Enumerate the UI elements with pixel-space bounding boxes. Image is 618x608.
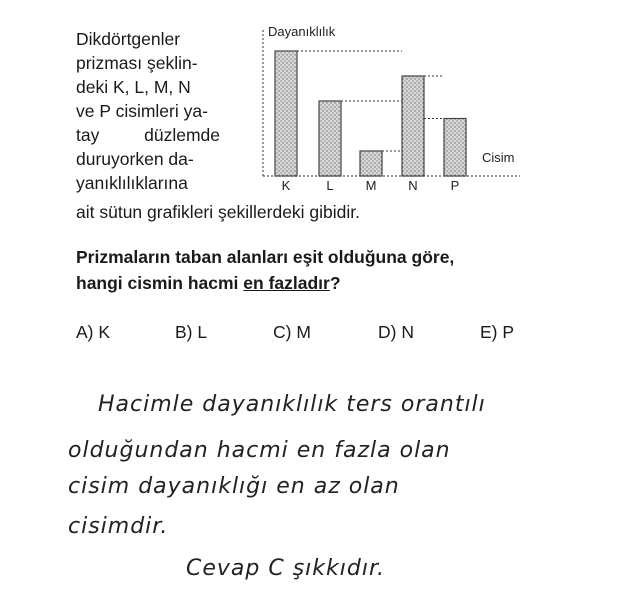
intro-line: prizması şeklin- (76, 53, 198, 73)
choice-c[interactable]: C) M (273, 322, 311, 342)
handwritten-answer: Cevap C şıkkıdır. (186, 556, 385, 581)
question-line-2 (76, 270, 556, 296)
durability-bar-chart (238, 10, 538, 210)
bar-k (275, 51, 297, 176)
intro-line: ve P cisimleri ya- (76, 101, 208, 121)
choice-a[interactable]: A) K (76, 322, 111, 342)
tick-label-p: P (450, 178, 460, 193)
intro-line: tay düzlemde (76, 125, 220, 145)
bar-n (402, 76, 424, 176)
choice-d[interactable]: D) N (378, 322, 414, 342)
bar-p (444, 119, 466, 177)
handwritten-line: cisim dayanıklığı en az olan (68, 474, 400, 499)
handwritten-line: olduğundan hacmi en fazla olan (68, 438, 451, 463)
question-mark: ? (329, 273, 341, 293)
intro-last-line: ait sütun grafikleri şekillerdeki gibidir. (76, 202, 361, 222)
tick-label-m: M (365, 178, 377, 193)
choice-b[interactable]: B) L (175, 322, 208, 342)
intro-line: deki K, L, M, N (76, 77, 191, 97)
intro-line: duruyorken da- (76, 149, 194, 169)
question-prefix: hangi cismin hacmi (76, 273, 244, 293)
tick-label-l: L (326, 178, 334, 193)
question-emphasis: en fazladır (243, 273, 330, 293)
bar-m (360, 151, 382, 176)
tick-label-n: N (408, 178, 418, 193)
chart-xlabel: Cisim (482, 150, 515, 165)
choice-e[interactable]: E) P (480, 322, 515, 342)
intro-line: yanıklılıklarına (76, 173, 188, 193)
handwritten-line: Hacimle dayanıklılık ters orantılı (98, 392, 486, 417)
intro-line: Dikdörtgenler (76, 29, 181, 49)
question-text (76, 244, 556, 296)
bar-l (319, 101, 341, 176)
handwritten-line: cisimdir. (68, 514, 169, 539)
tick-label-k: K (281, 178, 291, 193)
question-line-1: Prizmaların taban alanları eşit olduğuna göre, (76, 247, 455, 267)
chart-ylabel: Dayanıklılık (268, 24, 336, 39)
